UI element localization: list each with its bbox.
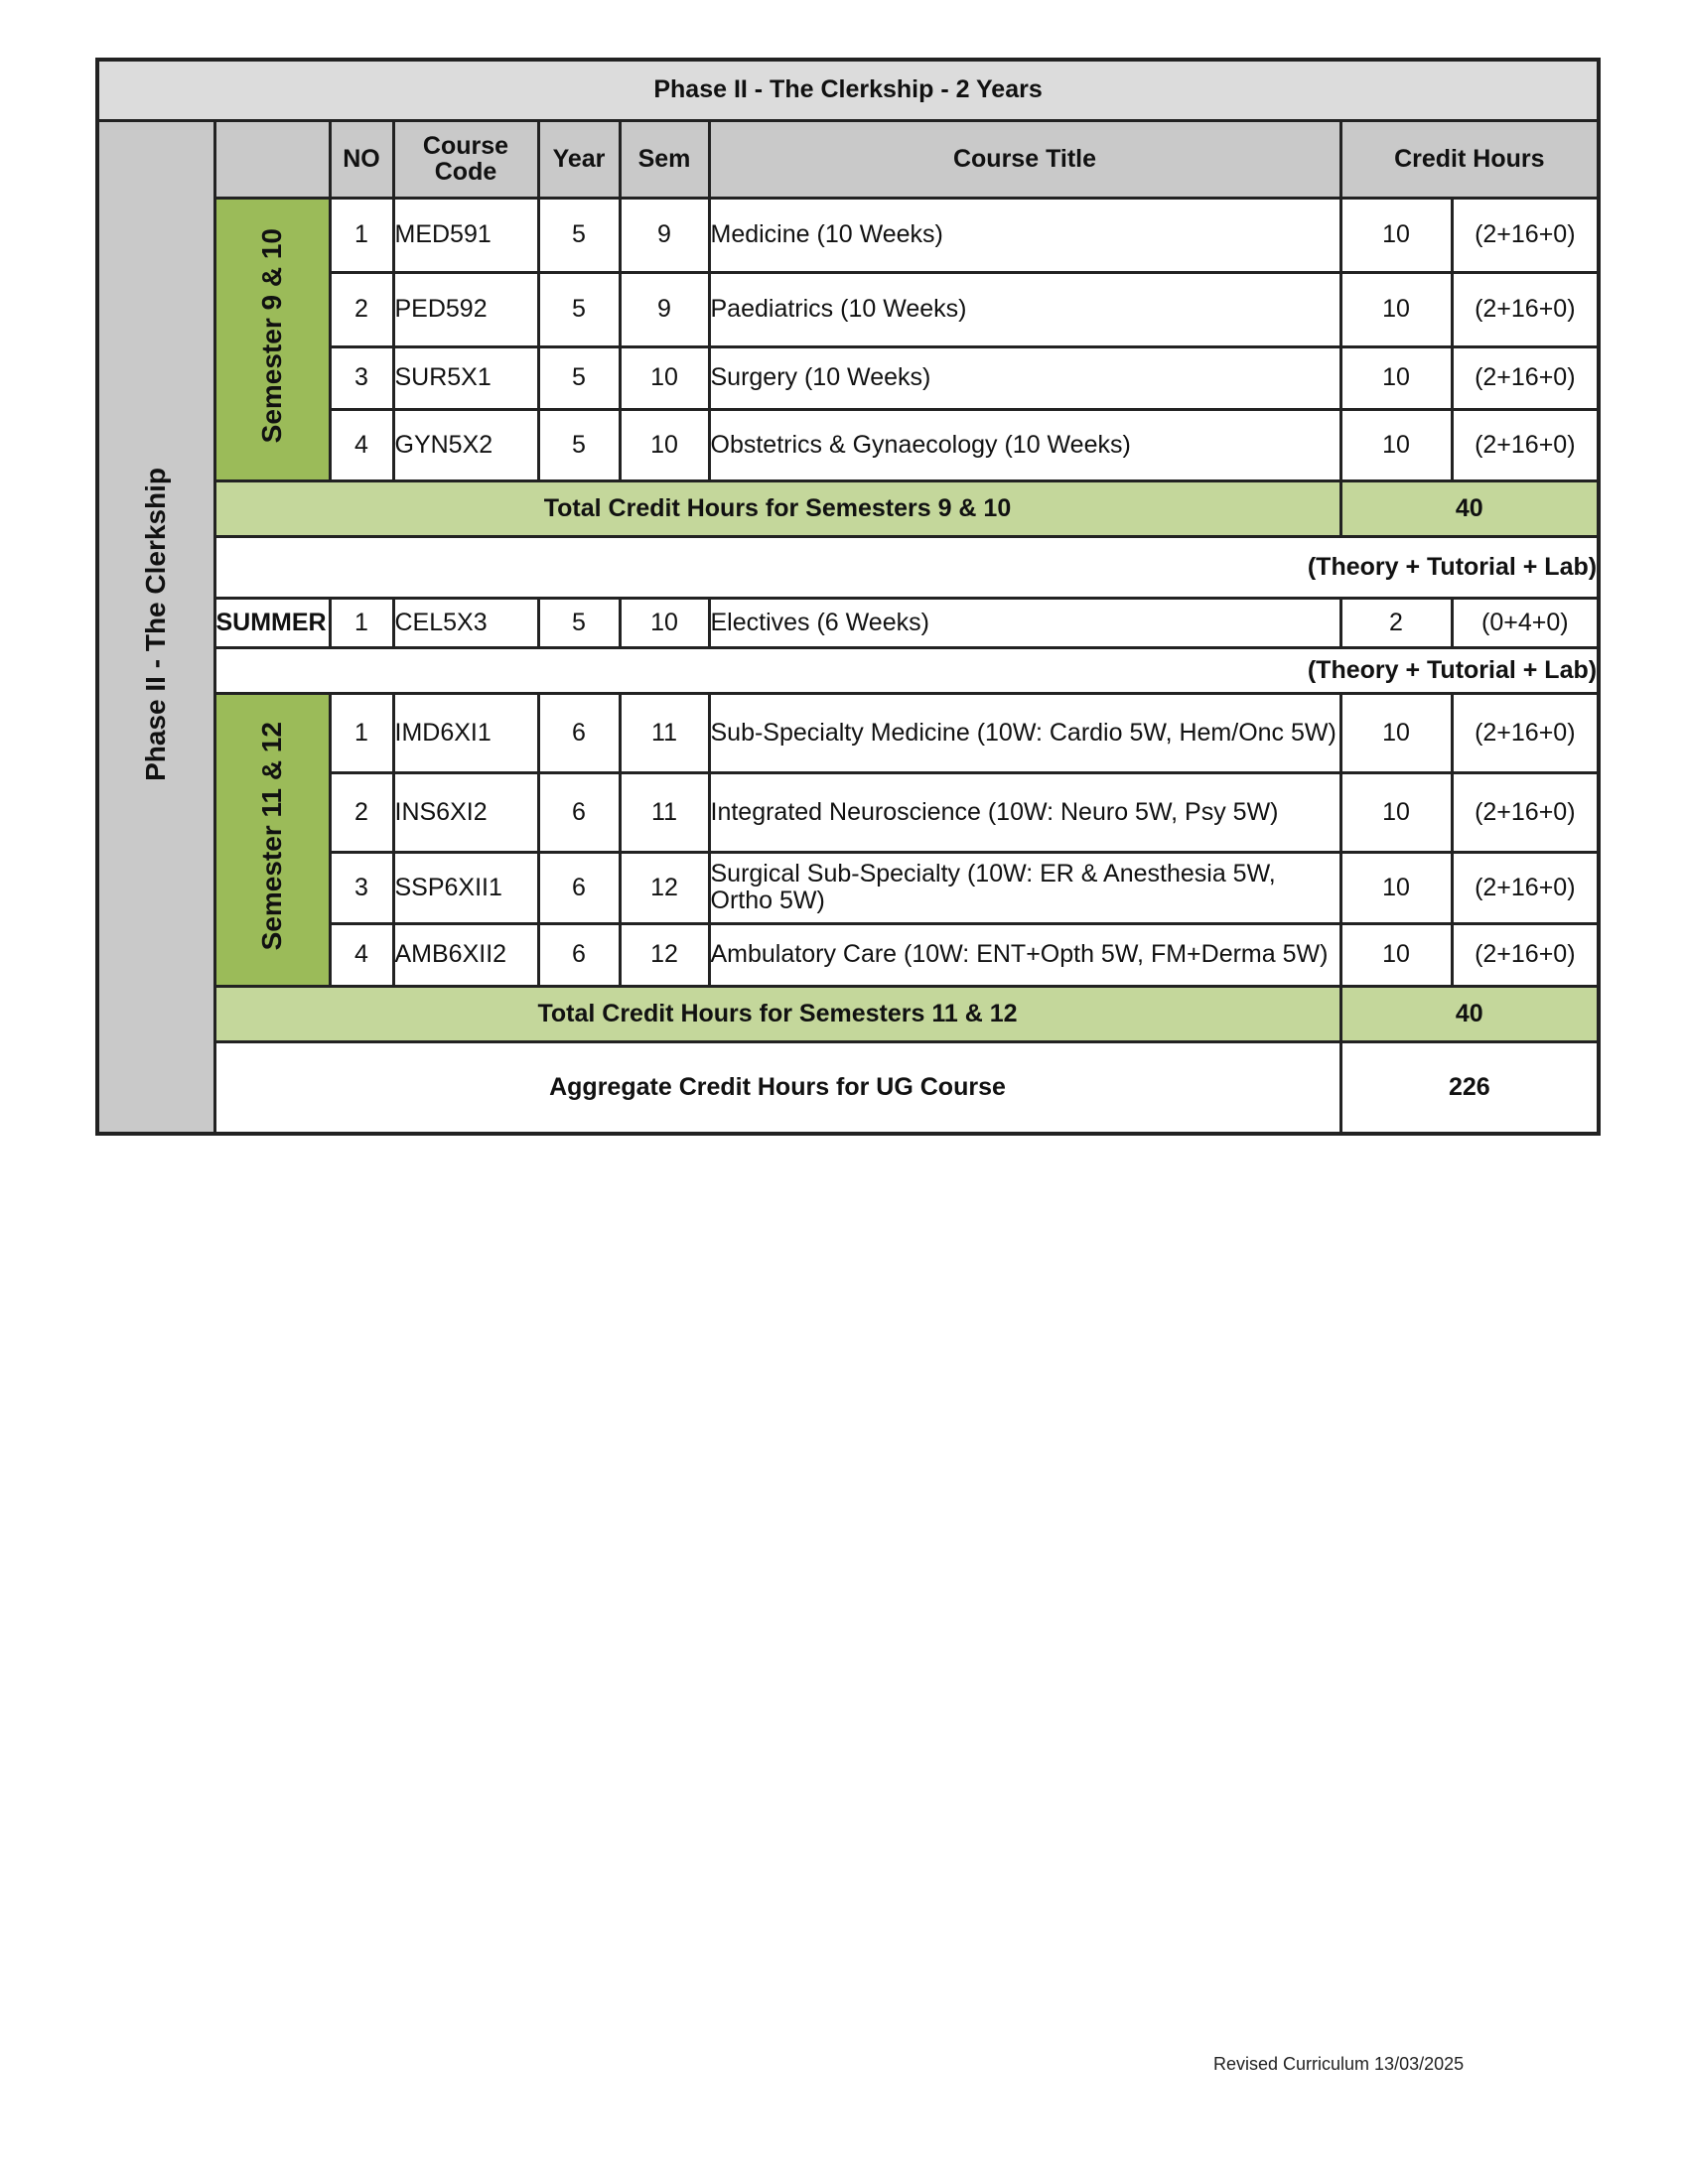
aggregate-label: Aggregate Credit Hours for UG Course — [214, 1041, 1340, 1134]
course-title: Ambulatory Care (10W: ENT+Opth 5W, FM+Derma 5W) — [709, 923, 1340, 986]
course-title: Medicine (10 Weeks) — [709, 198, 1340, 272]
course-year: 6 — [538, 923, 620, 986]
course-code: IMD6XI1 — [393, 693, 538, 772]
credit-breakdown: (0+4+0) — [1452, 598, 1599, 647]
row-no: 2 — [330, 772, 393, 852]
credit-breakdown: (2+16+0) — [1452, 272, 1599, 346]
title-row — [97, 60, 1599, 120]
header-code-line1: Course — [422, 132, 509, 160]
row-no: 2 — [330, 272, 393, 346]
course-credits: 10 — [1340, 852, 1452, 923]
course-code: MED591 — [393, 198, 538, 272]
course-sem: 12 — [620, 852, 709, 923]
header-year: Year — [538, 120, 620, 198]
credit-breakdown: (2+16+0) — [1452, 772, 1599, 852]
course-code: SUR5X1 — [393, 346, 538, 409]
row-no: 3 — [330, 346, 393, 409]
row-no: 3 — [330, 852, 393, 923]
table-row — [97, 198, 1599, 272]
semester-group-label: Semester 11 & 12 — [256, 721, 287, 951]
course-year: 6 — [538, 772, 620, 852]
course-credits: 10 — [1340, 923, 1452, 986]
phase-label-cell — [97, 120, 214, 1134]
course-code: INS6XI2 — [393, 772, 538, 852]
course-title: Surgical Sub-Specialty (10W: ER & Anesthesia 5W, Ortho 5W) — [709, 852, 1340, 923]
course-credits: 10 — [1340, 693, 1452, 772]
semester-group-label-cell — [214, 198, 330, 480]
header-credit-hours: Credit Hours — [1340, 120, 1599, 198]
course-year: 6 — [538, 852, 620, 923]
credit-breakdown: (2+16+0) — [1452, 852, 1599, 923]
course-year: 5 — [538, 272, 620, 346]
header-no: NO — [330, 120, 393, 198]
course-credits: 2 — [1340, 598, 1452, 647]
credit-breakdown: (2+16+0) — [1452, 198, 1599, 272]
course-sem: 10 — [620, 598, 709, 647]
legend-note: (Theory + Tutorial + Lab) — [214, 647, 1599, 693]
row-no: 1 — [330, 198, 393, 272]
course-code: CEL5X3 — [393, 598, 538, 647]
semester-group-label-cell — [214, 693, 330, 986]
header-sem: Sem — [620, 120, 709, 198]
credit-breakdown: (2+16+0) — [1452, 923, 1599, 986]
legend-note-row — [97, 536, 1599, 598]
course-title: Surgery (10 Weeks) — [709, 346, 1340, 409]
header-code — [393, 120, 538, 198]
course-year: 6 — [538, 693, 620, 772]
semester-group-label: Semester 9 & 10 — [256, 227, 287, 444]
credit-breakdown: (2+16+0) — [1452, 346, 1599, 409]
course-year: 5 — [538, 198, 620, 272]
course-code: AMB6XII2 — [393, 923, 538, 986]
legend-note-row — [97, 647, 1599, 693]
total-value: 40 — [1340, 986, 1599, 1041]
curriculum-table — [95, 58, 1601, 1136]
header-course-title: Course Title — [709, 120, 1340, 198]
course-code: GYN5X2 — [393, 409, 538, 480]
course-credits: 10 — [1340, 346, 1452, 409]
course-sem: 12 — [620, 923, 709, 986]
aggregate-row — [97, 1041, 1599, 1134]
summer-label: SUMMER — [214, 598, 330, 647]
row-no: 1 — [330, 598, 393, 647]
legend-note: (Theory + Tutorial + Lab) — [214, 536, 1599, 598]
course-sem: 10 — [620, 346, 709, 409]
course-code: SSP6XII1 — [393, 852, 538, 923]
total-row — [97, 986, 1599, 1041]
course-credits: 10 — [1340, 198, 1452, 272]
course-sem: 11 — [620, 693, 709, 772]
credit-breakdown: (2+16+0) — [1452, 409, 1599, 480]
course-sem: 11 — [620, 772, 709, 852]
course-sem: 9 — [620, 198, 709, 272]
table-row — [97, 693, 1599, 772]
total-label: Total Credit Hours for Semesters 11 & 12 — [214, 986, 1340, 1041]
row-no: 4 — [330, 409, 393, 480]
row-no: 4 — [330, 923, 393, 986]
course-sem: 9 — [620, 272, 709, 346]
credit-breakdown: (2+16+0) — [1452, 693, 1599, 772]
course-code: PED592 — [393, 272, 538, 346]
course-year: 5 — [538, 598, 620, 647]
header-spacer — [214, 120, 330, 198]
summer-row — [97, 598, 1599, 647]
table-title: Phase II - The Clerkship - 2 Years — [97, 60, 1599, 120]
course-title: Integrated Neuroscience (10W: Neuro 5W, Psy 5W) — [709, 772, 1340, 852]
header-row — [97, 120, 1599, 198]
course-title: Paediatrics (10 Weeks) — [709, 272, 1340, 346]
header-code-line2: Code — [434, 158, 497, 186]
course-credits: 10 — [1340, 272, 1452, 346]
course-credits: 10 — [1340, 772, 1452, 852]
phase-label: Phase II - The Clerkship — [140, 467, 172, 781]
course-sem: 10 — [620, 409, 709, 480]
course-title: Electives (6 Weeks) — [709, 598, 1340, 647]
row-no: 1 — [330, 693, 393, 772]
course-title: Obstetrics & Gynaecology (10 Weeks) — [709, 409, 1340, 480]
total-row — [97, 480, 1599, 536]
course-title: Sub-Specialty Medicine (10W: Cardio 5W, Hem/Onc 5W) — [709, 693, 1340, 772]
total-value: 40 — [1340, 480, 1599, 536]
course-credits: 10 — [1340, 409, 1452, 480]
course-year: 5 — [538, 409, 620, 480]
footer-revision-note: Revised Curriculum 13/03/2025 — [1213, 2054, 1465, 2074]
aggregate-value: 226 — [1340, 1041, 1599, 1134]
course-year: 5 — [538, 346, 620, 409]
total-label: Total Credit Hours for Semesters 9 & 10 — [214, 480, 1340, 536]
